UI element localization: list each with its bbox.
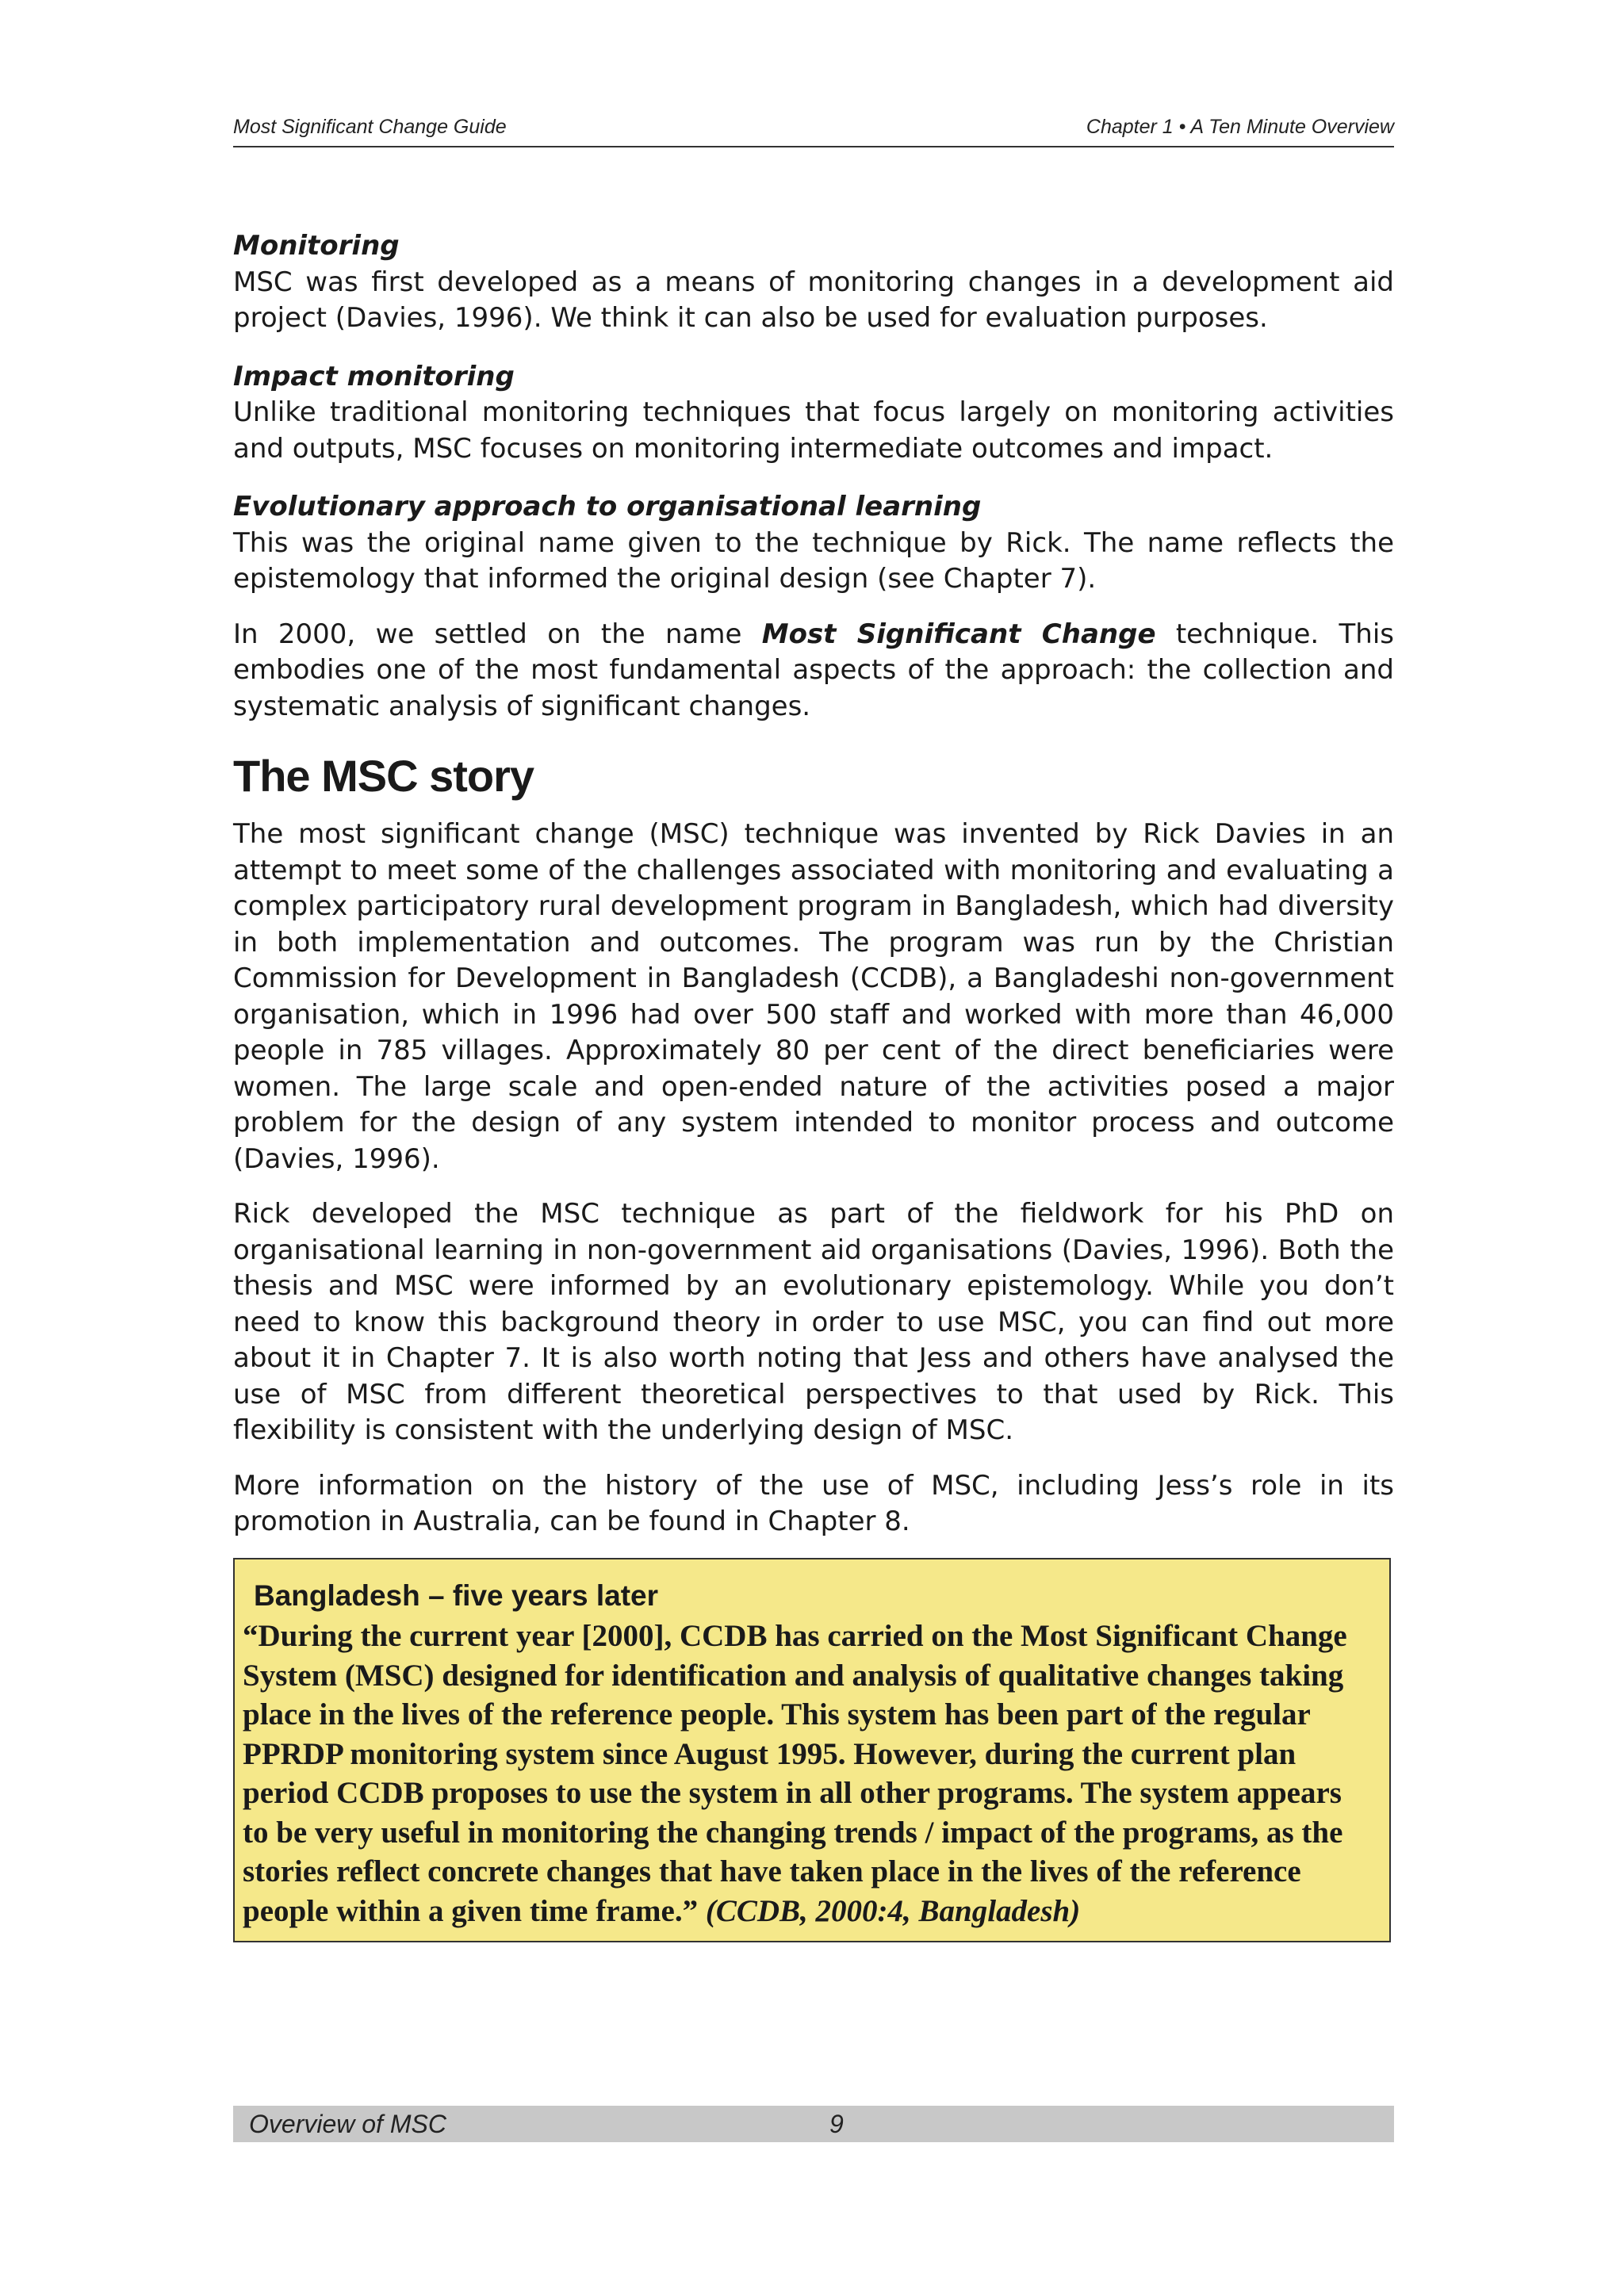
footer-bar <box>233 2106 1394 2142</box>
paragraph-impact-monitoring: Unlike traditional monitoring techniques that focus largely on monitoring activities and outputs, MSC focuses on monitoring intermediate outcomes and impact. <box>233 396 1394 465</box>
paragraph-story-1: The most significant change (MSC) technique was invented by Rick Davies in an attempt to meet some of the challenges associated with monitoring and evaluating a complex participatory rural development program in Bangladesh, which had diversity in both implementation and outcomes. The program was run by the Christian Commission for Development in Bangladesh (CCDB), a Bangladeshi non-government organisation, which in 1996 had over 500 staff and worked with more than 46,000 people in 785 villages. Approximately 80 per cent of the direct beneficiaries were women. The large scale and open-ended nature of the activities posed a major problem for the design of any system intended to monitor process and outcome (Davies, 1996). <box>233 818 1394 1175</box>
paragraph-evolutionary-approach: This was the original name given to the technique by Rick. The name reflects the epistemology that informed the original design (see Chapter 7). <box>233 526 1394 595</box>
header-chapter-title: Chapter 1 • A Ten Minute Overview <box>1086 116 1394 138</box>
subhead-monitoring: Monitoring <box>233 230 400 262</box>
quote-citation: (CCDB, 2000:4, Bangladesh) <box>698 1893 1081 1928</box>
page-number: 9 <box>829 2110 844 2138</box>
quote-box-text <box>243 1617 1370 1931</box>
subhead-evolutionary-approach: Evolutionary approach to organisational learning <box>233 491 982 522</box>
paragraph-monitoring: MSC was first developed as a means of monitoring changes in a development aid project (Davies, 1996). We think it can also be used for evaluation purposes. <box>233 266 1394 334</box>
section-title-msc-story: The MSC story <box>233 751 534 801</box>
quote-box-bangladesh <box>233 1558 1391 1942</box>
running-header <box>233 116 1394 147</box>
quote-box-title: Bangladesh – five years later <box>254 1579 659 1612</box>
naming-emphasis: Most Significant Change <box>761 618 1156 650</box>
quote-text: “During the current year [2000], CCDB has carried on the Most Significant Change System (MSC) designed for identification and analysis of qualitative changes taking place in the lives of the reference people. This system has been part of the regular PPRDP monitoring system since August 1995. However, during the current plan period CCDB proposes to use the system in all other programs. The system appears to be very useful in monitoring the changing trends / impact of the programs, as the stories reflect concrete changes that have taken place in the lives of the reference people within a given time frame.” <box>243 1619 1347 1928</box>
paragraph-story-2: Rick developed the MSC technique as part of the fieldwork for his PhD on organisational learning in non-government aid organisations (Davies, 1996). Both the thesis and MSC were informed by an evolutionary epistemology. While you don’t need to know this background theory in order to use MSC, you can find out more about it in Chapter 7. It is also worth noting that Jess and others have analysed the use of MSC from different theoretical perspectives to that used by Rick. This flexibility is consistent with the underlying design of MSC. <box>233 1198 1394 1446</box>
main-content <box>233 228 1394 1540</box>
subhead-impact-monitoring: Impact monitoring <box>233 360 515 392</box>
naming-text-before: In 2000, we settled on the name <box>233 618 762 650</box>
naming-text-after: technique. This embodies one of the most fundamental aspects of the approach: the collection and systematic analysis of significant changes. <box>233 618 1394 722</box>
paragraph-story-3: More information on the history of the use of MSC, including Jess’s role in its promotion in Australia, can be found in Chapter 8. <box>233 1469 1394 1537</box>
footer-label: Overview of MSC <box>249 2110 446 2138</box>
paragraph-naming <box>233 617 1394 725</box>
header-guide-title: Most Significant Change Guide <box>233 116 507 138</box>
